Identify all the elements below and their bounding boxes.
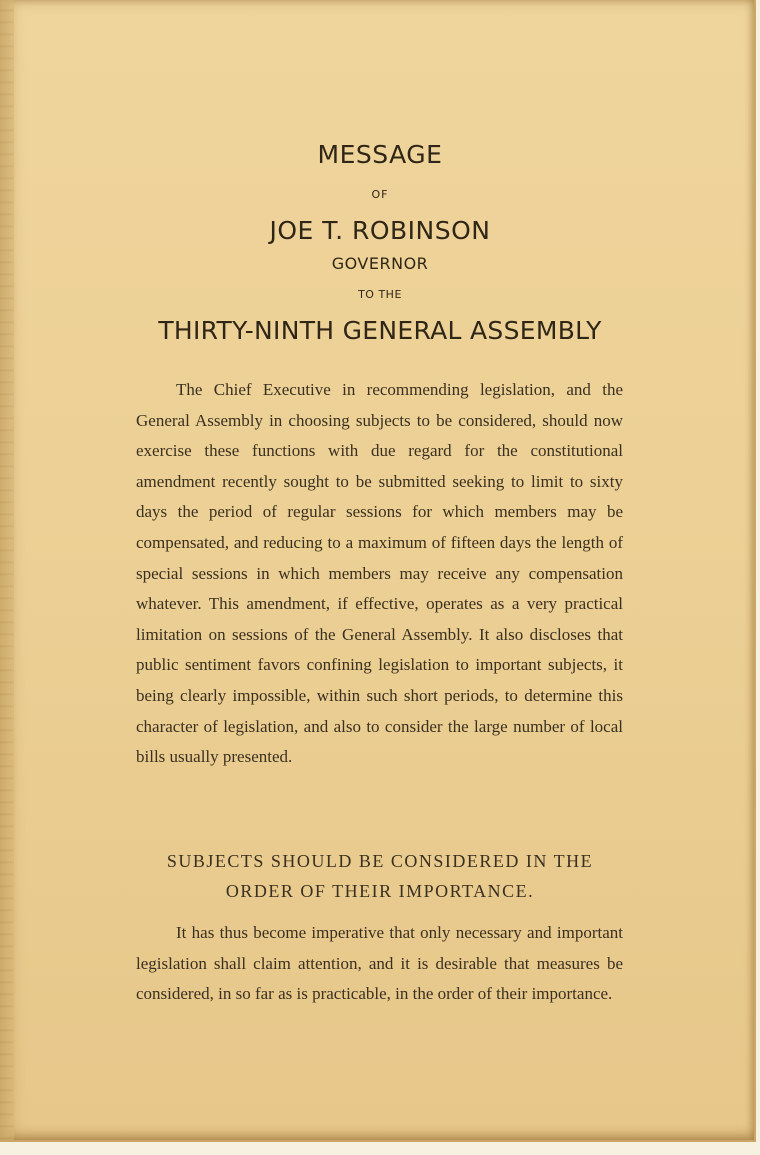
paragraph-importance: It has thus become imperative that only necessary and important legislation shall claim attention, and it is desirable that measures be considered, in so far as is practicable, in the order of their importance. [136, 923, 623, 1004]
heading-governor-title: GOVERNOR [331, 254, 429, 273]
subheading-line-1: SUBJECTS SHOULD BE CONSIDERED IN THE [166, 851, 594, 871]
heading-to-the: TO THE [358, 288, 402, 301]
paragraph-intro: The Chief Executive in recommending legislation, and the General Assembly in choosing subjects to be considered, should now exercise these functions with due regard for the constitutional amendment recently sought to be submitted seeking to limit to sixty days the period of regular sessions for which members may be compensated, and reducing to a maximum of fifteen days the length of special sessions in which members may receive any compensation whatever. This amendment, if effective, operates as a very practical limitation on sessions of the General Assembly. It also discloses that public sentiment favors confining legislation to important subjects, it being clearly impossible, within such short periods, to determine this character of legislation, and also to consider the large number of local bills usually presented. [136, 380, 623, 767]
page-binding-edge [0, 0, 14, 1140]
heading-assembly: THIRTY-NINTH GENERAL ASSEMBLY [158, 316, 602, 345]
heading-governor-name: JOE T. ROBINSON [269, 216, 491, 245]
subheading-line-2: ORDER OF THEIR IMPORTANCE. [225, 881, 535, 901]
heading-of: OF [371, 188, 389, 201]
heading-message: MESSAGE [317, 140, 443, 169]
